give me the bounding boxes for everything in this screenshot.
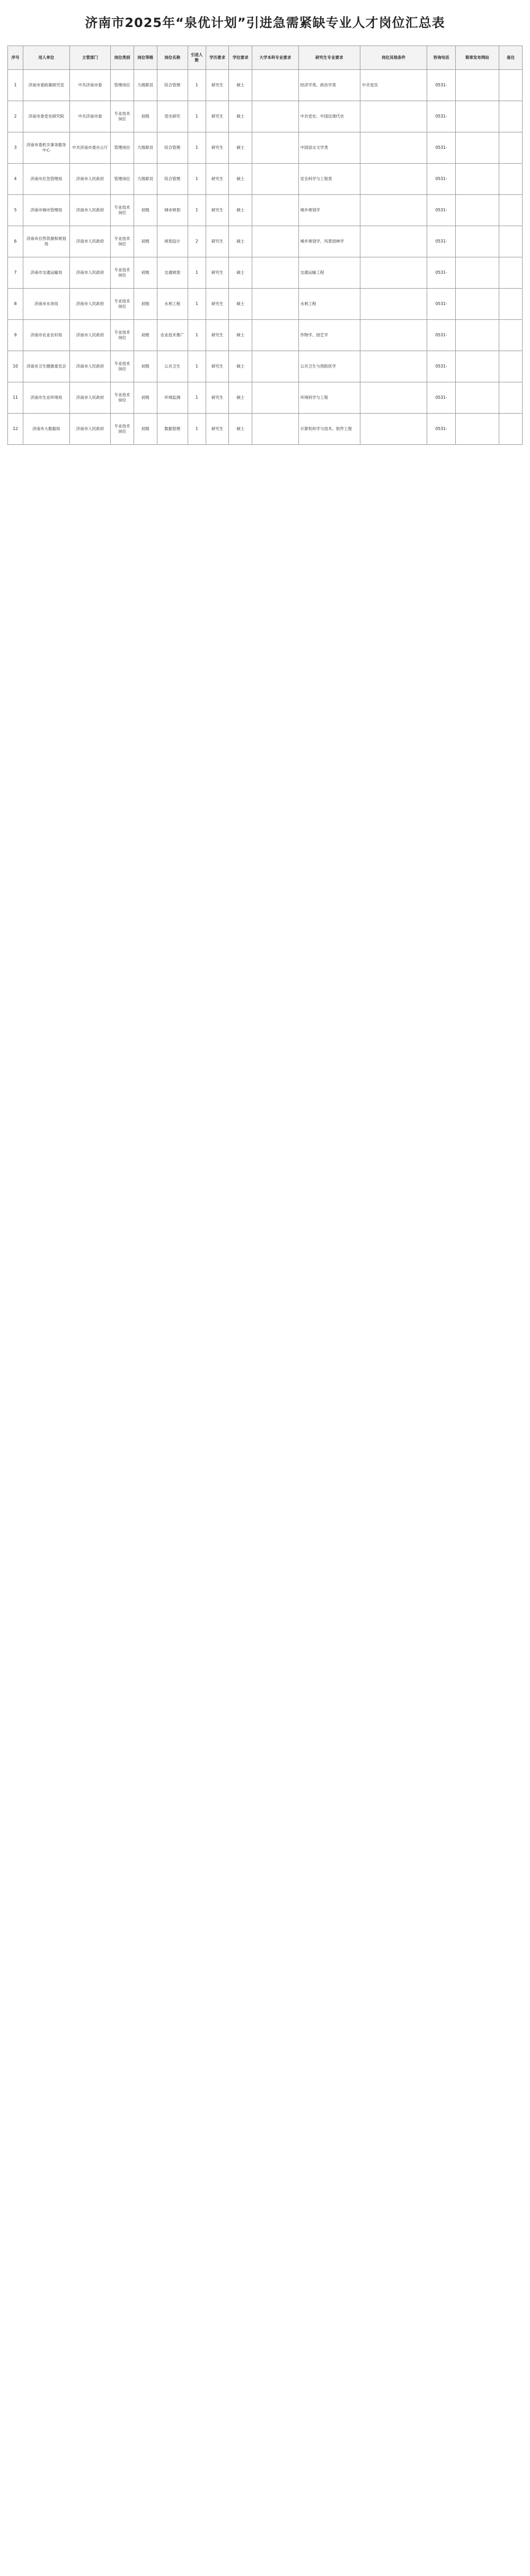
table-cell: 初级 bbox=[134, 289, 157, 320]
table-cell: 5 bbox=[8, 195, 23, 226]
table-cell: 1 bbox=[188, 289, 206, 320]
table-cell: 0531- bbox=[427, 289, 455, 320]
table-cell: 中共党员 bbox=[360, 70, 427, 101]
table-cell: 规划设计 bbox=[157, 226, 188, 257]
table-cell: 研究生 bbox=[206, 382, 229, 414]
table-cell: 城市规划 bbox=[157, 195, 188, 226]
table-cell: 管理岗位 bbox=[111, 164, 134, 195]
table-cell bbox=[499, 164, 523, 195]
table-cell bbox=[455, 351, 499, 382]
table-row bbox=[8, 257, 523, 289]
table-cell: 初级 bbox=[134, 320, 157, 351]
table-cell: 专业技术岗位 bbox=[111, 351, 134, 382]
table-cell: 0531- bbox=[427, 257, 455, 289]
table-body bbox=[8, 70, 523, 445]
table-cell: 6 bbox=[8, 226, 23, 257]
table-cell: 作物学、园艺学 bbox=[298, 320, 360, 351]
table-cell bbox=[499, 320, 523, 351]
table-cell: 10 bbox=[8, 351, 23, 382]
table-cell bbox=[252, 132, 298, 164]
table-cell: 公共卫生与预防医学 bbox=[298, 351, 360, 382]
table-cell bbox=[455, 320, 499, 351]
table-row bbox=[8, 414, 523, 445]
column-header: 岗位名称 bbox=[157, 46, 188, 70]
table-cell: 经济学类、政治学类 bbox=[298, 70, 360, 101]
column-header: 研究生专业要求 bbox=[298, 46, 360, 70]
table-cell bbox=[252, 195, 298, 226]
table-row bbox=[8, 132, 523, 164]
table-cell: 管理岗位 bbox=[111, 70, 134, 101]
table-cell: 济南市农业农村局 bbox=[23, 320, 69, 351]
table-cell: 硕士 bbox=[229, 351, 252, 382]
document-title: 济南市2025年“泉优计划”引进急需紧缺专业人才岗位汇总表 bbox=[85, 15, 445, 30]
table-cell: 1 bbox=[8, 70, 23, 101]
table-cell: 数据管理 bbox=[157, 414, 188, 445]
table-cell bbox=[252, 101, 298, 132]
table-cell: 公共卫生 bbox=[157, 351, 188, 382]
table-cell: 水利工程 bbox=[298, 289, 360, 320]
table-cell: 研究生 bbox=[206, 289, 229, 320]
table-cell: 专业技术岗位 bbox=[111, 289, 134, 320]
table-cell: 硕士 bbox=[229, 164, 252, 195]
table-cell: 安全科学与工程类 bbox=[298, 164, 360, 195]
table-cell: 7 bbox=[8, 257, 23, 289]
column-header: 引进人数 bbox=[188, 46, 206, 70]
column-header: 用人单位 bbox=[23, 46, 69, 70]
table-cell: 城乡规划学、风景园林学 bbox=[298, 226, 360, 257]
table-cell bbox=[252, 257, 298, 289]
table-cell: 专业技术岗位 bbox=[111, 257, 134, 289]
position-table bbox=[7, 46, 523, 445]
column-header: 岗位等级 bbox=[134, 46, 157, 70]
table-cell: 济南市人民政府 bbox=[69, 195, 111, 226]
table-cell: 交通规划 bbox=[157, 257, 188, 289]
table-cell bbox=[455, 257, 499, 289]
table-cell: 初级 bbox=[134, 382, 157, 414]
table-cell: 环境监测 bbox=[157, 382, 188, 414]
table-cell bbox=[360, 195, 427, 226]
column-header: 主管部门 bbox=[69, 46, 111, 70]
table-cell: 济南市大数据局 bbox=[23, 414, 69, 445]
table-cell: 硕士 bbox=[229, 414, 252, 445]
table-cell bbox=[360, 289, 427, 320]
table-cell: 中共济南市委办公厅 bbox=[69, 132, 111, 164]
table-cell: 硕士 bbox=[229, 70, 252, 101]
table-cell bbox=[360, 101, 427, 132]
table-cell bbox=[252, 320, 298, 351]
table-cell bbox=[252, 164, 298, 195]
table-cell: 1 bbox=[188, 320, 206, 351]
column-header: 岗位类别 bbox=[111, 46, 134, 70]
table-cell bbox=[499, 382, 523, 414]
table-cell bbox=[360, 132, 427, 164]
table-cell: 中共济南市委 bbox=[69, 101, 111, 132]
table-cell: 济南市卫生健康委员会 bbox=[23, 351, 69, 382]
table-cell: 2 bbox=[188, 226, 206, 257]
table-cell: 11 bbox=[8, 382, 23, 414]
table-cell bbox=[499, 289, 523, 320]
table-cell: 研究生 bbox=[206, 320, 229, 351]
table-cell: 水利工程 bbox=[157, 289, 188, 320]
table-cell: 济南市人民政府 bbox=[69, 164, 111, 195]
table-cell: 硕士 bbox=[229, 132, 252, 164]
column-header: 咨询电话 bbox=[427, 46, 455, 70]
table-cell: 中共济南市委 bbox=[69, 70, 111, 101]
table-cell: 初级 bbox=[134, 101, 157, 132]
table-cell: 济南市水务局 bbox=[23, 289, 69, 320]
table-cell bbox=[455, 70, 499, 101]
table-cell: 硕士 bbox=[229, 101, 252, 132]
table-cell: 初级 bbox=[134, 351, 157, 382]
table-cell: 硕士 bbox=[229, 257, 252, 289]
table-cell: 研究生 bbox=[206, 351, 229, 382]
table-row bbox=[8, 226, 523, 257]
table-cell bbox=[499, 195, 523, 226]
table-header-row bbox=[8, 46, 523, 70]
table-cell bbox=[455, 132, 499, 164]
table-cell bbox=[252, 382, 298, 414]
table-cell bbox=[499, 132, 523, 164]
table-cell: 综合管理 bbox=[157, 132, 188, 164]
table-cell: 0531- bbox=[427, 414, 455, 445]
table-row bbox=[8, 351, 523, 382]
table-cell: 初级 bbox=[134, 226, 157, 257]
table-cell: 12 bbox=[8, 414, 23, 445]
table-cell: 专业技术岗位 bbox=[111, 101, 134, 132]
table-cell bbox=[499, 101, 523, 132]
table-cell bbox=[455, 382, 499, 414]
table-cell bbox=[252, 351, 298, 382]
table-cell: 计算机科学与技术、软件工程 bbox=[298, 414, 360, 445]
table-cell: 初级 bbox=[134, 414, 157, 445]
table-cell: 专业技术岗位 bbox=[111, 195, 134, 226]
table-cell: 研究生 bbox=[206, 226, 229, 257]
table-cell bbox=[455, 289, 499, 320]
table-row bbox=[8, 382, 523, 414]
table-cell: 0531- bbox=[427, 226, 455, 257]
table-cell: 研究生 bbox=[206, 70, 229, 101]
table-cell: 研究生 bbox=[206, 195, 229, 226]
table-cell: 专业技术岗位 bbox=[111, 226, 134, 257]
table-cell: 3 bbox=[8, 132, 23, 164]
table-cell: 管理岗位 bbox=[111, 132, 134, 164]
table-cell: 济南市人民政府 bbox=[69, 257, 111, 289]
table-cell: 硕士 bbox=[229, 289, 252, 320]
table-cell: 初级 bbox=[134, 257, 157, 289]
column-header: 学位要求 bbox=[229, 46, 252, 70]
table-row bbox=[8, 101, 523, 132]
table-cell bbox=[360, 226, 427, 257]
table-cell: 硕士 bbox=[229, 195, 252, 226]
table-cell: 4 bbox=[8, 164, 23, 195]
table-cell: 1 bbox=[188, 70, 206, 101]
table-cell: 环境科学与工程 bbox=[298, 382, 360, 414]
table-cell: 0531- bbox=[427, 132, 455, 164]
table-cell: 济南市应急管理局 bbox=[23, 164, 69, 195]
table-cell: 综合管理 bbox=[157, 164, 188, 195]
table-cell bbox=[499, 226, 523, 257]
table-cell: 1 bbox=[188, 414, 206, 445]
table-cell: 研究生 bbox=[206, 101, 229, 132]
table-cell bbox=[360, 382, 427, 414]
table-cell bbox=[499, 351, 523, 382]
table-cell: 硕士 bbox=[229, 226, 252, 257]
table-cell: 研究生 bbox=[206, 257, 229, 289]
table-cell: 0531- bbox=[427, 320, 455, 351]
table-cell: 交通运输工程 bbox=[298, 257, 360, 289]
table-cell bbox=[455, 101, 499, 132]
table-cell: 济南市生态环境局 bbox=[23, 382, 69, 414]
table-cell bbox=[252, 414, 298, 445]
table-cell: 0531- bbox=[427, 70, 455, 101]
table-cell: 济南市委机关事务服务中心 bbox=[23, 132, 69, 164]
table-cell bbox=[499, 257, 523, 289]
table-cell bbox=[360, 257, 427, 289]
table-cell: 1 bbox=[188, 164, 206, 195]
table-cell: 1 bbox=[188, 132, 206, 164]
table-cell: 中共党史、中国近现代史 bbox=[298, 101, 360, 132]
table-cell: 2 bbox=[8, 101, 23, 132]
table-cell: 1 bbox=[188, 351, 206, 382]
column-header: 大学本科专业要求 bbox=[252, 46, 298, 70]
table-cell bbox=[455, 226, 499, 257]
table-cell: 研究生 bbox=[206, 164, 229, 195]
column-header: 备注 bbox=[499, 46, 523, 70]
table-cell: 济南市人民政府 bbox=[69, 382, 111, 414]
table-cell: 济南市委党史研究院 bbox=[23, 101, 69, 132]
table-cell bbox=[252, 289, 298, 320]
table-cell bbox=[455, 414, 499, 445]
table-cell bbox=[360, 414, 427, 445]
table-cell bbox=[455, 195, 499, 226]
table-cell: 9 bbox=[8, 320, 23, 351]
table-cell: 硕士 bbox=[229, 382, 252, 414]
table-cell: 专业技术岗位 bbox=[111, 320, 134, 351]
table-cell: 中国语言文学类 bbox=[298, 132, 360, 164]
table-cell: 0531- bbox=[427, 351, 455, 382]
table-cell: 专业技术岗位 bbox=[111, 382, 134, 414]
table-cell bbox=[252, 226, 298, 257]
table-cell: 济南市人民政府 bbox=[69, 226, 111, 257]
table-cell: 0531- bbox=[427, 382, 455, 414]
table-cell: 城乡规划学 bbox=[298, 195, 360, 226]
table-cell bbox=[360, 351, 427, 382]
table-cell: 初级 bbox=[134, 195, 157, 226]
table-cell: 8 bbox=[8, 289, 23, 320]
table-cell: 济南市交通运输局 bbox=[23, 257, 69, 289]
table-cell: 济南市自然资源和规划局 bbox=[23, 226, 69, 257]
table-cell bbox=[455, 164, 499, 195]
table-row bbox=[8, 70, 523, 101]
table-cell: 济南市人民政府 bbox=[69, 351, 111, 382]
table-cell: 九级职员 bbox=[134, 70, 157, 101]
table-cell: 研究生 bbox=[206, 414, 229, 445]
table-cell bbox=[252, 70, 298, 101]
table-cell: 研究生 bbox=[206, 132, 229, 164]
document-page bbox=[0, 0, 530, 455]
column-header: 序号 bbox=[8, 46, 23, 70]
table-cell: 综合管理 bbox=[157, 70, 188, 101]
table-row bbox=[8, 289, 523, 320]
table-cell: 0531- bbox=[427, 195, 455, 226]
table-row bbox=[8, 320, 523, 351]
table-cell: 0531- bbox=[427, 101, 455, 132]
table-cell bbox=[499, 414, 523, 445]
table-cell: 硕士 bbox=[229, 320, 252, 351]
table-cell: 济南市人民政府 bbox=[69, 414, 111, 445]
column-header: 简章发布网站 bbox=[455, 46, 499, 70]
table-cell: 济南市人民政府 bbox=[69, 320, 111, 351]
table-cell: 济南市人民政府 bbox=[69, 289, 111, 320]
table-cell: 济南市城市管理局 bbox=[23, 195, 69, 226]
table-row bbox=[8, 195, 523, 226]
table-cell: 1 bbox=[188, 195, 206, 226]
table-cell: 党史研究 bbox=[157, 101, 188, 132]
table-cell: 1 bbox=[188, 382, 206, 414]
column-header: 岗位其他条件 bbox=[360, 46, 427, 70]
table-cell bbox=[499, 70, 523, 101]
column-header: 学历要求 bbox=[206, 46, 229, 70]
table-cell: 九级职员 bbox=[134, 132, 157, 164]
table-cell bbox=[360, 320, 427, 351]
table-cell: 1 bbox=[188, 101, 206, 132]
table-cell: 专业技术岗位 bbox=[111, 414, 134, 445]
table-cell: 济南市委政策研究室 bbox=[23, 70, 69, 101]
table-row bbox=[8, 164, 523, 195]
table-cell bbox=[360, 164, 427, 195]
table-cell: 0531- bbox=[427, 164, 455, 195]
table-cell: 农业技术推广 bbox=[157, 320, 188, 351]
table-cell: 九级职员 bbox=[134, 164, 157, 195]
table-cell: 1 bbox=[188, 257, 206, 289]
